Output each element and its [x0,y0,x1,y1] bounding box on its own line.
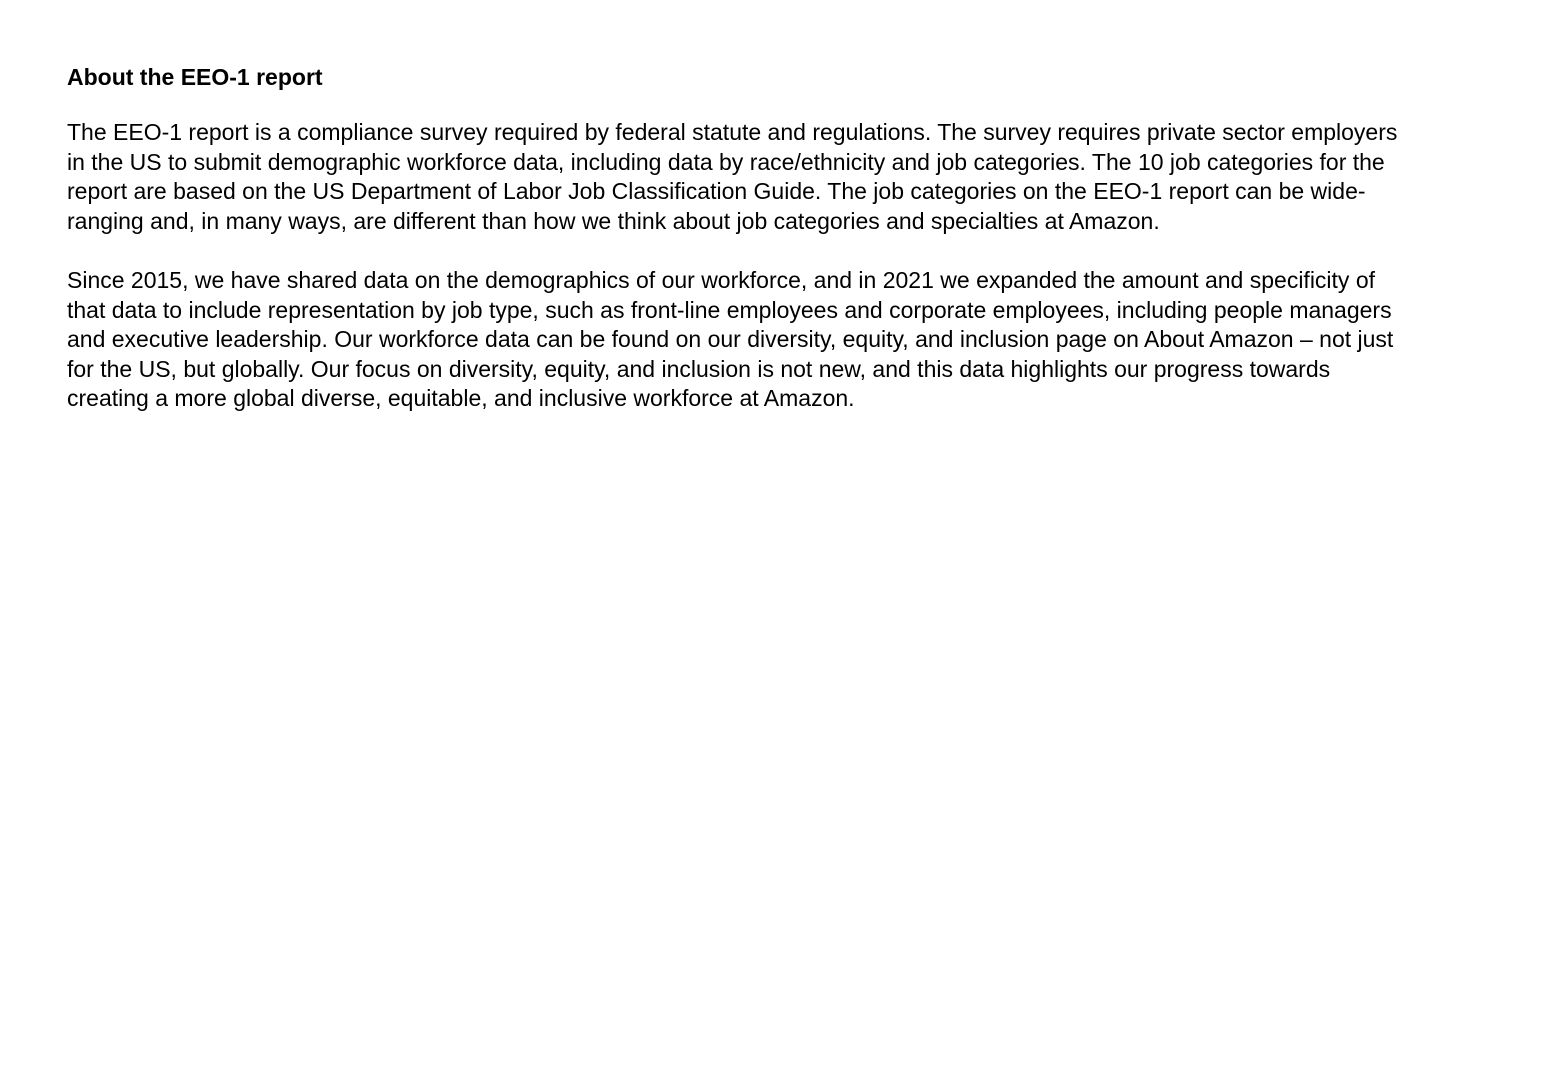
paragraph-workforce-data [67,266,1507,414]
paragraph-line: ranging and, in many ways, are different than how we think about job categories and specialties at Amazon. [67,207,1160,234]
paragraph-eeo1-description [67,118,1507,236]
paragraph-line: that data to include representation by job type, such as front-line employees and corporate employees, including people managers [67,296,1392,323]
section-heading: About the EEO-1 report [67,64,323,90]
document-content [67,60,1507,414]
spacer [67,236,1507,266]
paragraph-line: in the US to submit demographic workforce data, including data by race/ethnicity and job categories. The 10 job categories for the [67,148,1385,175]
paragraph-line: Since 2015, we have shared data on the demographics of our workforce, and in 2021 we expanded the amount and specificity of [67,267,1376,293]
paragraph-line: for the US, but globally. Our focus on diversity, equity, and inclusion is not new, and this data highlights our progress towards [67,355,1331,382]
paragraph-line: creating a more global diverse, equitable, and inclusive workforce at Amazon. [67,385,855,411]
paragraph-line: The EEO-1 report is a compliance survey required by federal statute and regulations. The survey requires private sector employers [67,119,1398,145]
spacer [67,94,1507,118]
paragraph-line: report are based on the US Department of Labor Job Classification Guide. The job categories on the EEO-1 report can be wide- [67,178,1366,204]
paragraph-line: and executive leadership. Our workforce data can be found on our diversity, equity, and inclusion page on About Amazon – not just [67,326,1394,352]
